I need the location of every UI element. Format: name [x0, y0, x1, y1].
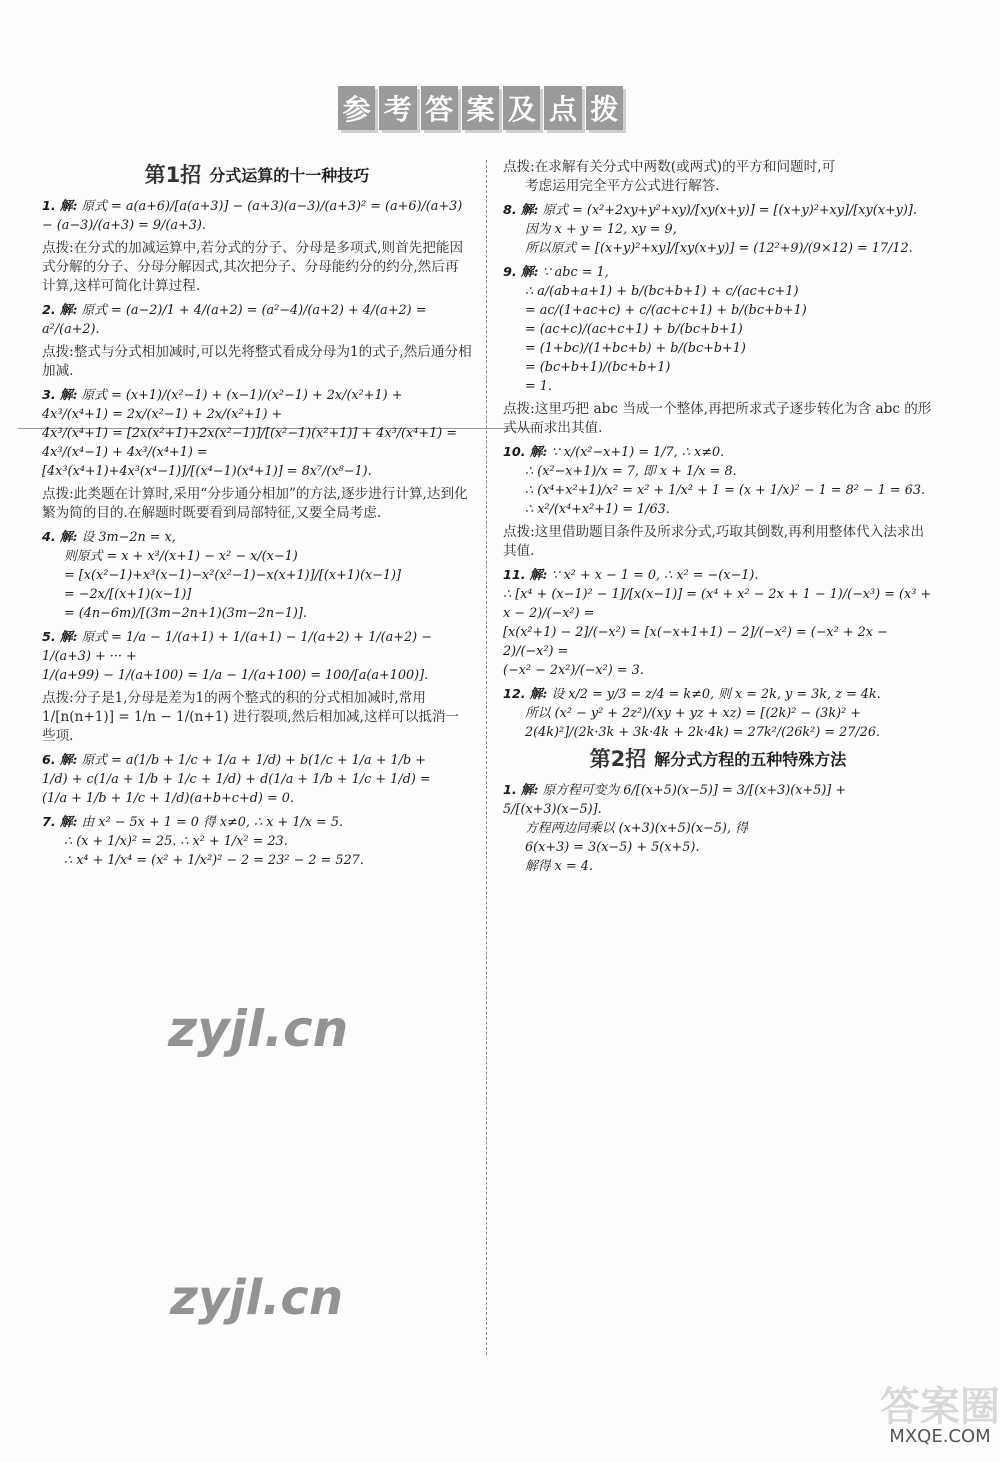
answer-3: [42, 386, 472, 523]
math-line: 原式 = a(1/b + 1/c + 1/a + 1/d) + b(1/c + 1/a + 1/b +: [81, 753, 426, 768]
hint-text: 点拨:这里借助题目条件及所求分式,巧取其倒数,再利用整体代入法求出其值.: [503, 524, 925, 559]
banner-char: 点: [544, 86, 581, 130]
page-banner: [338, 86, 623, 130]
section-number: 第2招: [589, 747, 647, 771]
math-line: 所以 (x² − y² + 2z²)/(xy + yz + xz) = [(2k)² − (3k)² + 2(4k)²]/(2k·3k + 3k·4k + 2k·4k) = 27k²/(26k²) = 27/26.: [525, 706, 881, 740]
answer-8: [503, 201, 933, 258]
answer-6: [42, 751, 472, 808]
answer-label: 解:: [520, 783, 539, 798]
math-line: 4x³/(x⁴+1) = [2x(x²+1)+2x(x²−1)]/[(x²−1)(x²+1)] + 4x³/(x⁴+1) = 4x³/(x⁴−1) + 4x³/(x⁴+1) =: [42, 426, 458, 460]
question-number: 1.: [42, 199, 56, 214]
right-column: [503, 158, 933, 881]
answer-label: 解:: [59, 630, 78, 645]
column-divider: [486, 160, 487, 1355]
math-line: 1/d) + c(1/a + 1/b + 1/c + 1/d) + d(1/a + 1/b + 1/c + 1/d) =: [42, 772, 431, 787]
section2-answer-1: [503, 781, 933, 876]
answer-2: [42, 301, 472, 381]
watermark-text: zyjl.cn: [168, 1000, 349, 1058]
math-line: 原式 = 1/a − 1/(a+1) + 1/(a+1) − 1/(a+2) + 1/(a+2) − 1/(a+3) + ··· +: [42, 630, 432, 664]
banner-char: 考: [379, 86, 416, 130]
math-line: 设 3m−2n = x,: [81, 530, 176, 545]
math-line: 因为 x + y = 12, xy = 9,: [525, 222, 677, 237]
math-line: 所以原式 = [(x+y)²+xy]/[xy(x+y)] = (12²+9)/(9×12) = 17/12.: [525, 241, 913, 256]
answer-label: 解:: [59, 753, 78, 768]
question-number: 5.: [42, 630, 56, 645]
math-line: (1/a + 1/b + 1/c + 1/d)(a+b+c+d) = 0.: [42, 791, 294, 806]
section-heading-2: [503, 747, 933, 771]
math-line: [4x³(x⁴+1)+4x³(x⁴−1)]/[(x⁴−1)(x⁴+1)] = 8x⁷/(x⁸−1).: [42, 464, 372, 479]
math-line: ∴ (x + 1/x)² = 25. ∴ x² + 1/x² = 23.: [64, 834, 288, 849]
question-number: 8.: [503, 203, 517, 218]
answer-label: 解:: [520, 203, 539, 218]
math-line: ∴ (x²−x+1)/x = 7, 即 x + 1/x = 8.: [525, 464, 737, 479]
hint-text: 点拨:这里巧把 abc 当成一个整体,再把所求式子逐步转化为含 abc 的形式从而求出其值.: [503, 401, 932, 436]
section-heading-1: [42, 163, 472, 187]
site-logo: [880, 1375, 1000, 1447]
question-number: 7.: [42, 815, 56, 830]
math-line: = −2x/[(x+1)(x−1)]: [64, 587, 192, 602]
answer-label: 解:: [59, 530, 78, 545]
answer-1: [42, 197, 472, 296]
math-line: 原式 = a(a+6)/[a(a+3)] − (a+3)(a−3)/(a+3)² = (a+6)/(a+3) − (a−3)/(a+3) = 9/(a+3).: [42, 199, 463, 233]
hint-line: 考虑运用完全平方公式进行解答.: [525, 178, 720, 194]
math-line: ∴ x²/(x⁴+x²+1) = 1/63.: [525, 502, 670, 517]
math-line: = [x(x²−1)+x³(x−1)−x²(x²−1)−x(x+1)]/[(x+1)(x−1)]: [64, 568, 402, 583]
math-line: 6(x+3) = 3(x−5) + 5(x+5).: [525, 840, 700, 855]
logo-domain: MXQE.COM: [889, 1426, 991, 1447]
math-line: = (bc+b+1)/(bc+b+1): [525, 360, 671, 375]
question-number: 2.: [42, 303, 56, 318]
answer-label: 解:: [59, 303, 78, 318]
hint-text: 点拨:整式与分式相加减时,可以先将整式看成分母为1的式子,然后通分相加减.: [42, 344, 472, 379]
answer-label: 解:: [520, 265, 539, 280]
banner-char: 及: [503, 86, 540, 130]
math-line: = ac/(1+ac+c) + c/(ac+c+1) + b/(bc+b+1): [525, 303, 807, 318]
math-line: 解得 x = 4.: [525, 859, 593, 874]
question-number: 4.: [42, 530, 56, 545]
logo-glyph: 答案圈: [880, 1384, 1000, 1430]
math-line: = 1.: [525, 379, 552, 394]
answer-label: 解:: [529, 445, 548, 460]
section-title: 解分式方程的五种特殊方法: [654, 750, 847, 769]
question-number: 10.: [503, 445, 526, 460]
math-line: 原式 = (x+1)/(x²−1) + (x−1)/(x²−1) + 2x/(x²+1) + 4x³/(x⁴+1) = 2x/(x²−1) + 2x/(x²+1) +: [42, 388, 403, 422]
answer-label: 解:: [59, 199, 78, 214]
math-line: 1/(a+99) − 1/(a+100) = 1/a − 1/(a+100) = 100/[a(a+100)].: [42, 668, 429, 683]
answer-7: [42, 813, 472, 870]
section-number: 第1招: [144, 163, 202, 187]
answer-10: [503, 443, 933, 561]
question-number: 3.: [42, 388, 56, 403]
section-title: 分式运算的十一种技巧: [209, 166, 370, 185]
question-number: 9.: [503, 265, 517, 280]
math-line: ∴ [x⁴ + (x−1)² − 1]/[x(x−1)] = (x⁴ + x² − 2x + 1 − 1)/(−x³) = (x³ + x − 2)/(−x²) =: [503, 587, 932, 621]
hint-text: 点拨:在分式的加减运算中,若分式的分子、分母是多项式,则首先把能因式分解的分子、分母分解因式,其次把分子、分母能约分的约分,然后再计算,这样可简化计算过程.: [42, 240, 464, 294]
banner-char: 答: [421, 86, 458, 130]
math-line: = (1+bc)/(1+bc+b) + b/(bc+b+1): [525, 341, 746, 356]
answer-9: [503, 263, 933, 438]
banner-char: 参: [338, 86, 375, 130]
hint-text: 点拨:此类题在计算时,采用“分步通分相加”的方法,逐步进行计算,达到化繁为简的目的.在解题时既要看到局部特征,又要全局考虑.: [42, 486, 468, 521]
question-number: 11.: [503, 568, 526, 583]
hint-text: 点拨:分子是1,分母是差为1的两个整式的积的分式相加减时,常用 1/[n(n+1)] = 1/n − 1/(n+1) 进行裂项,然后相加减,这样可以抵消一些项.: [42, 690, 460, 744]
math-line: 5/[(x+3)(x−5)].: [503, 802, 602, 817]
answer-4: [42, 528, 472, 623]
question-number: 12.: [503, 687, 526, 702]
math-line: 方程两边同乘以 (x+3)(x+5)(x−5), 得: [525, 821, 748, 836]
question-number: 1.: [503, 783, 517, 798]
math-line: = (4n−6m)/[(3m−2n+1)(3m−2n−1)].: [64, 606, 307, 621]
math-line: [x(x²+1) − 2]/(−x²) = [x(−x+1+1) − 2]/(−x²) = (−x² + 2x − 2)/(−x²) =: [503, 625, 888, 659]
answer-label: 解:: [529, 568, 548, 583]
math-line: 设 x/2 = y/3 = z/4 = k≠0, 则 x = 2k, y = 3k, z = 4k.: [551, 687, 881, 702]
answer-label: 解:: [529, 687, 548, 702]
math-line: ∵ abc = 1,: [542, 265, 609, 280]
math-line: 原方程可变为 6/[(x+5)(x−5)] = 3/[(x+3)(x+5)] +: [542, 783, 847, 798]
hint-line: 点拨:在求解有关分式中两数(或两式)的平方和问题时,可: [503, 159, 836, 175]
watermark-text: zyjl.cn: [170, 1270, 343, 1326]
math-line: (−x² − 2x²)/(−x²) = 3.: [503, 663, 644, 678]
math-line: = (ac+c)/(ac+c+1) + b/(bc+b+1): [525, 322, 743, 337]
answer-12: [503, 685, 933, 742]
math-line: ∴ x⁴ + 1/x⁴ = (x² + 1/x²)² − 2 = 23² − 2 = 527.: [64, 853, 364, 868]
math-line: 则原式 = x + x³/(x+1) − x² − x/(x−1): [64, 549, 298, 564]
math-line: 原式 = (a−2)/1 + 4/(a+2) = (a²−4)/(a+2) + 4/(a+2) = a²/(a+2).: [42, 303, 427, 337]
banner-char: 拨: [586, 86, 623, 130]
answer-11: [503, 566, 933, 680]
answer-7-hint: [503, 158, 933, 196]
math-line: ∴ (x⁴+x²+1)/x² = x² + 1/x² + 1 = (x + 1/x)² − 1 = 8² − 1 = 63.: [525, 483, 926, 498]
math-line: 由 x² − 5x + 1 = 0 得 x≠0, ∴ x + 1/x = 5.: [81, 815, 344, 830]
answer-label: 解:: [59, 388, 78, 403]
math-line: ∴ a/(ab+a+1) + b/(bc+b+1) + c/(ac+c+1): [525, 284, 799, 299]
math-line: 原式 = (x²+2xy+y²+xy)/[xy(x+y)] = [(x+y)²+xy]/[xy(x+y)].: [542, 203, 917, 218]
banner-char: 案: [462, 86, 499, 130]
left-column: [42, 158, 472, 875]
question-number: 6.: [42, 753, 56, 768]
math-line: ∵ x² + x − 1 = 0, ∴ x² = −(x−1).: [551, 568, 759, 583]
answer-5: [42, 628, 472, 746]
math-line: ∵ x/(x²−x+1) = 1/7, ∴ x≠0.: [551, 445, 725, 460]
answer-label: 解:: [59, 815, 78, 830]
